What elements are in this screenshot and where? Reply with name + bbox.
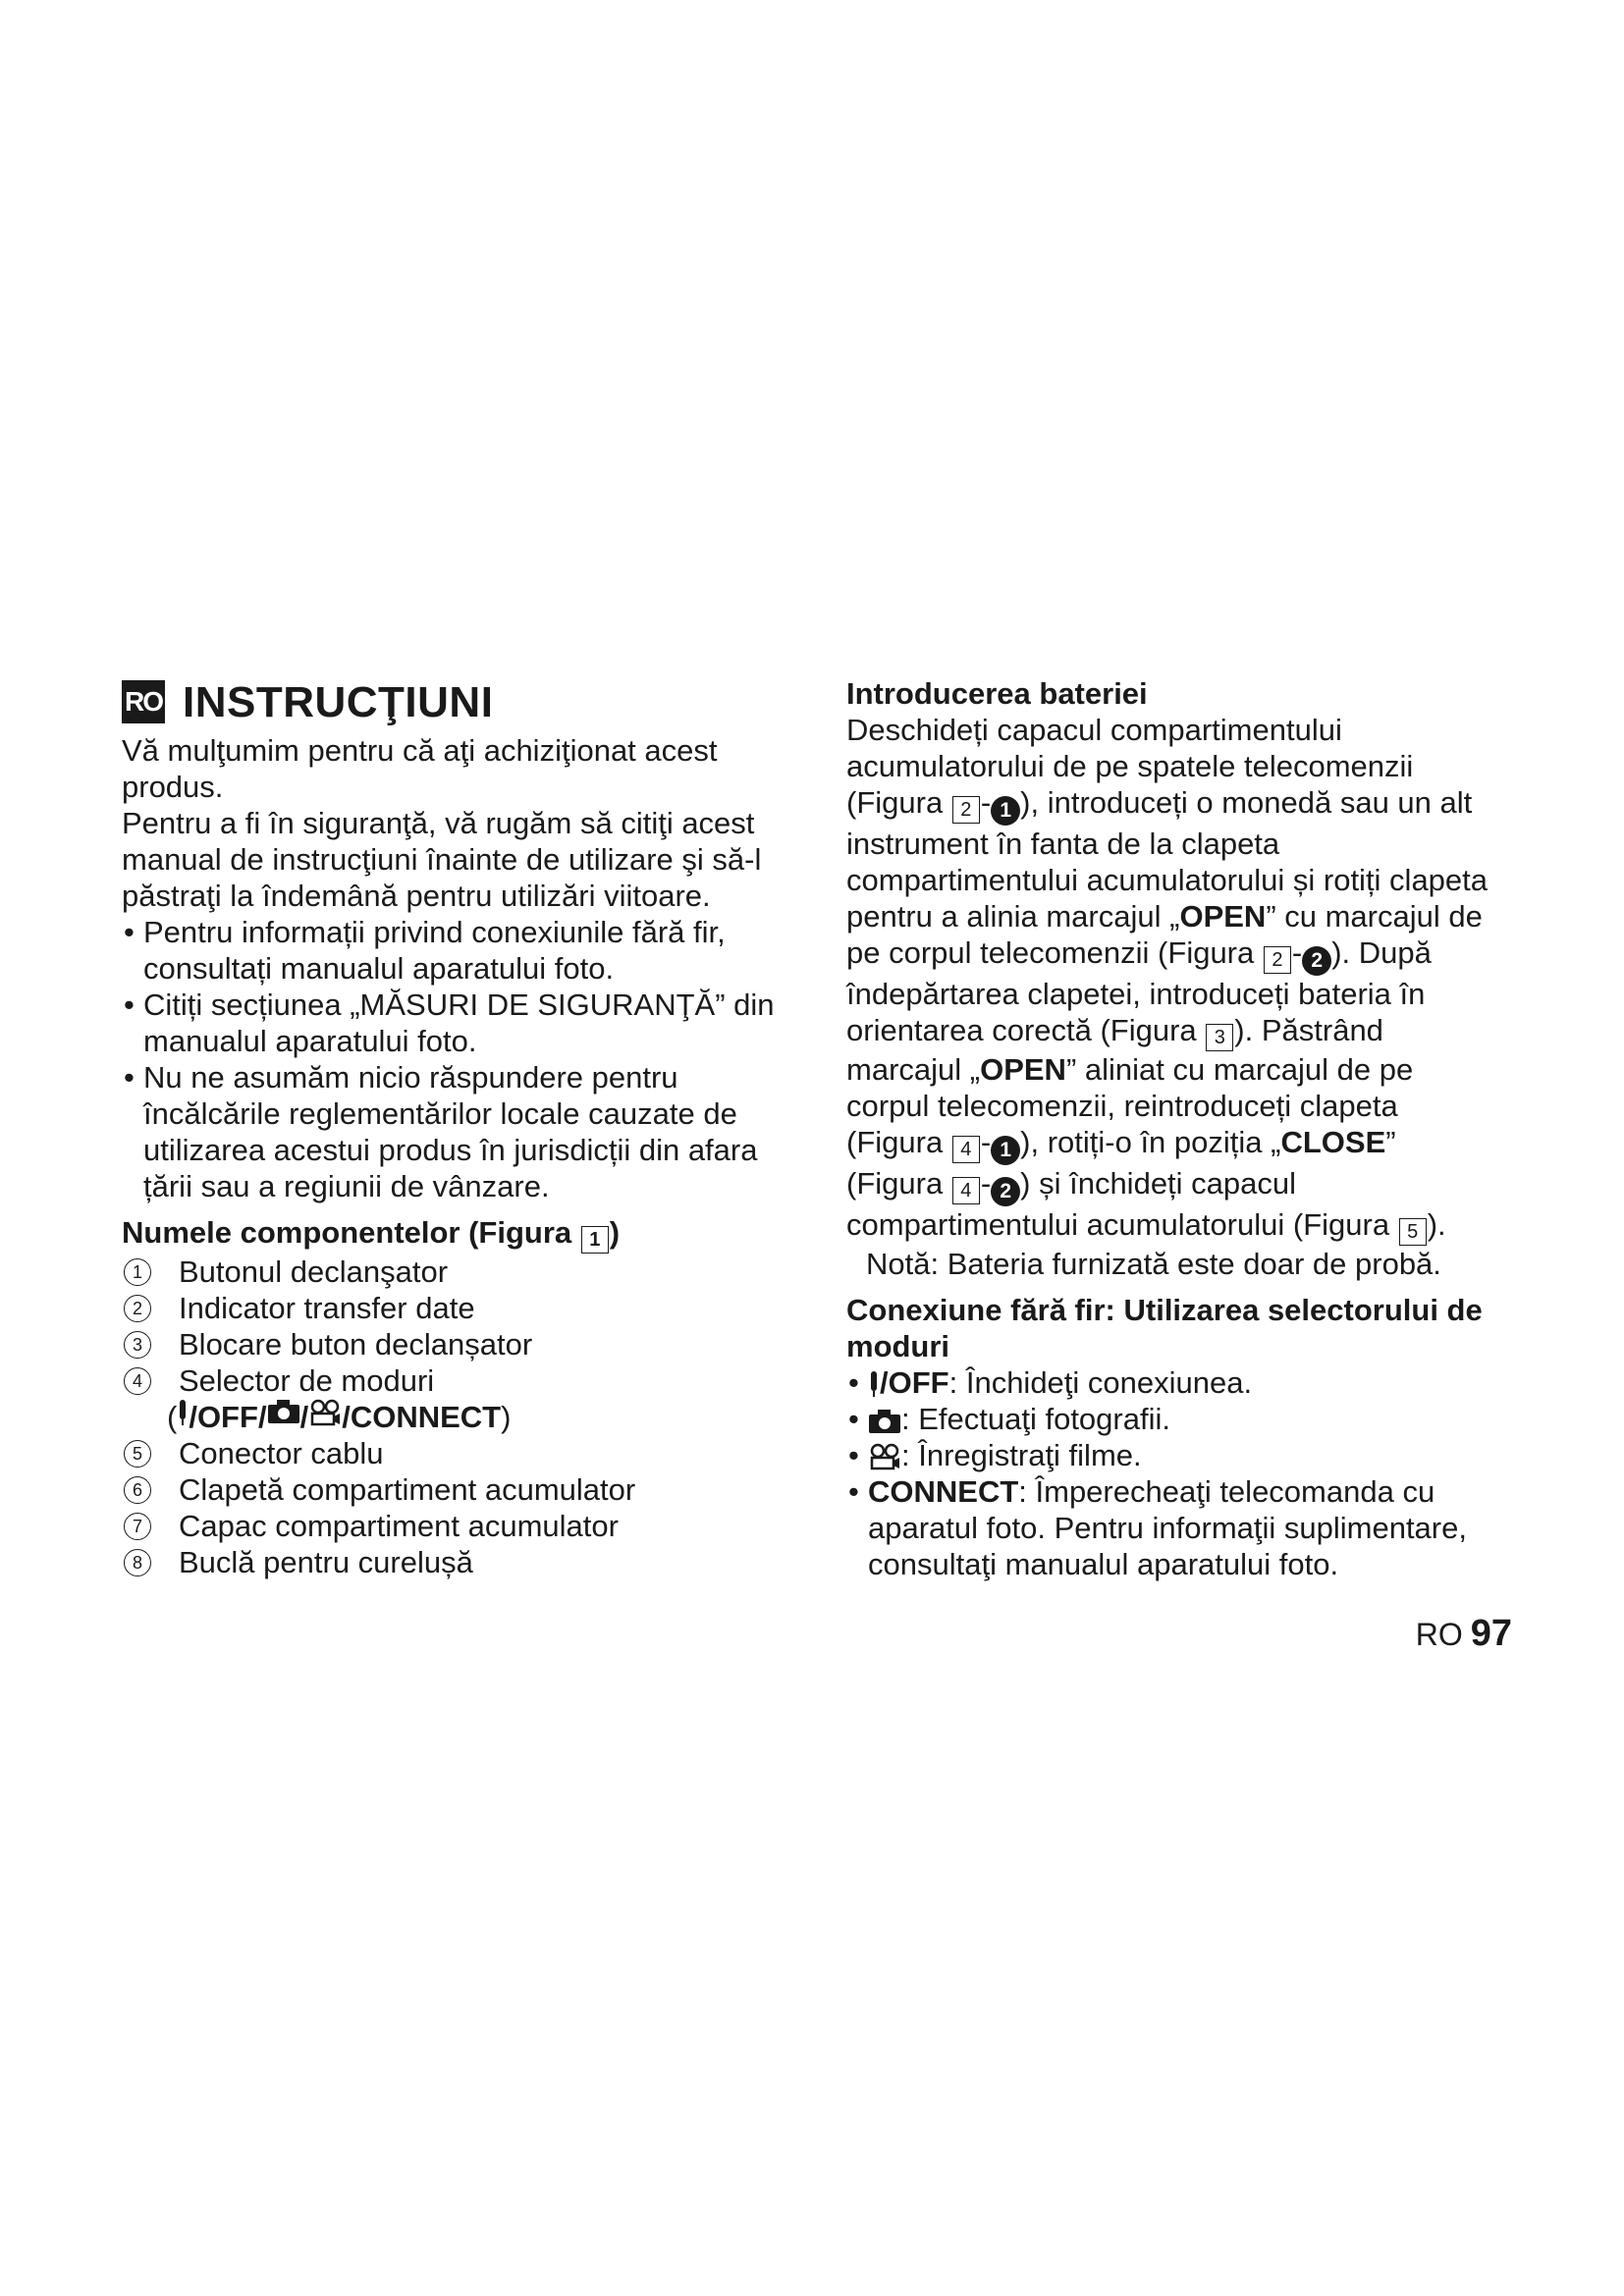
bullet-item: • Pentru informații privind conexiunile fără fir, consultați manualul aparatului foto. <box>122 914 799 987</box>
battery-heading: Introducerea bateriei <box>846 676 1148 711</box>
list-item: 1 Butonul declanşator <box>122 1254 799 1290</box>
info-bullets <box>122 914 799 1204</box>
list-item: 6 Clapetă compartiment acumulator <box>122 1471 799 1508</box>
camera-icon <box>868 1409 901 1434</box>
figure-box: 2 <box>952 796 980 824</box>
intro-paragraph-2: Pentru a fi în siguranţă, vă rugăm să citiţi acest manual de instrucţiuni înainte de utilizare şi să-l păstraţi la îndemână pentru utilizări viitoare. <box>122 806 762 913</box>
wireless-heading: Conexiune fără fir: Utilizarea selectorului de moduri <box>846 1293 1483 1363</box>
step-badge: 2 <box>1302 946 1331 976</box>
page-number <box>1416 1613 1512 1655</box>
battery-note: Notă: Bateria furnizată este doar de probă. <box>866 1247 1441 1281</box>
parts-list <box>122 1254 799 1580</box>
right-column <box>846 675 1494 1582</box>
left-column <box>122 675 799 1580</box>
bullet-item: • Citiți secțiunea „MĂSURI DE SIGURANŢĂ” din manualul aparatului foto. <box>122 987 799 1059</box>
list-item: • /OFF: Închideţi conexiunea. <box>846 1364 1494 1401</box>
bullet-item: • Nu ne asumăm nicio răspundere pentru încălcările reglementărilor locale cauzate de utilizarea acestui produs în jurisdicții din afara țării sau a regiunii de vânzare. <box>122 1059 799 1204</box>
figure-box: 4 <box>952 1177 980 1204</box>
list-item: 2 Indicator transfer date <box>122 1290 799 1326</box>
list-item: • CONNECT: Împerecheaţi telecomanda cu aparatul foto. Pentru informaţii suplimentare, consultaţi manualul aparatului foto. <box>846 1473 1494 1582</box>
list-item: 3 Blocare buton declanșator <box>122 1326 799 1362</box>
intro-paragraph-1: Vă mulţumim pentru că aţi achiziţionat acest produs. <box>122 733 718 804</box>
bluetooth-off-icon <box>177 1399 189 1426</box>
list-item: 7 Capac compartiment acumulator <box>122 1508 799 1544</box>
page-lang: RO <box>1415 1617 1463 1652</box>
figure-box: 5 <box>1399 1218 1427 1246</box>
language-badge: RO <box>122 680 165 723</box>
movie-icon <box>308 1399 342 1426</box>
mode-list <box>846 1364 1494 1582</box>
figure-box: 2 <box>1264 946 1291 974</box>
parts-heading: Numele componentelor (Figura 1 ) <box>122 1214 799 1254</box>
movie-icon <box>868 1443 901 1470</box>
selector-modes-line: ( /OFF / / / CONNECT ) <box>167 1400 512 1434</box>
list-item: 5 Conector cablu <box>122 1435 799 1471</box>
list-item: • : Înregistraţi filme. <box>846 1437 1494 1473</box>
figure-box: 1 <box>581 1226 609 1254</box>
step-badge: 1 <box>991 1136 1020 1165</box>
page-num: 97 <box>1470 1613 1512 1654</box>
list-item: 4 Selector de moduri <box>122 1362 799 1399</box>
figure-box: 3 <box>1206 1024 1233 1051</box>
list-item: • : Efectuaţi fotografii. <box>846 1401 1494 1437</box>
title-row <box>122 675 799 728</box>
list-item: 8 Buclă pentru curelușă <box>122 1544 799 1580</box>
step-badge: 1 <box>991 796 1020 826</box>
camera-icon <box>267 1399 300 1424</box>
bluetooth-off-icon <box>868 1370 880 1398</box>
page-title: INSTRUCŢIUNI <box>183 677 494 726</box>
figure-box: 4 <box>952 1136 980 1163</box>
step-badge: 2 <box>991 1177 1020 1206</box>
battery-instructions: Deschideți capacul compartimentului acumulatorului de pe spatele telecomenzii (Figura 2 - 1 ), introduceți o monedă sau un alt instrument în fanta de la clapeta compartimentului acumulatorului și rotiți clapeta pentru a alinia marcajul „OPEN” cu marcajul de pe corpul telecomenzii (Figura 2 - 2 ). După îndepărtarea clapetei, introduceți bateria în orientarea corectă (Figura 3 ). Păstrând marcajul „OPEN” aliniat cu marcajul de pe corpul telecomenzii, reintroduceți clapeta (Figura 4 - 1 ), rotiți-o în poziția „CLOSE” (Figura 4 - 2 ) și închideți capacul compartimentului acumulatorului (Figura 5 ). <box>846 712 1494 1246</box>
